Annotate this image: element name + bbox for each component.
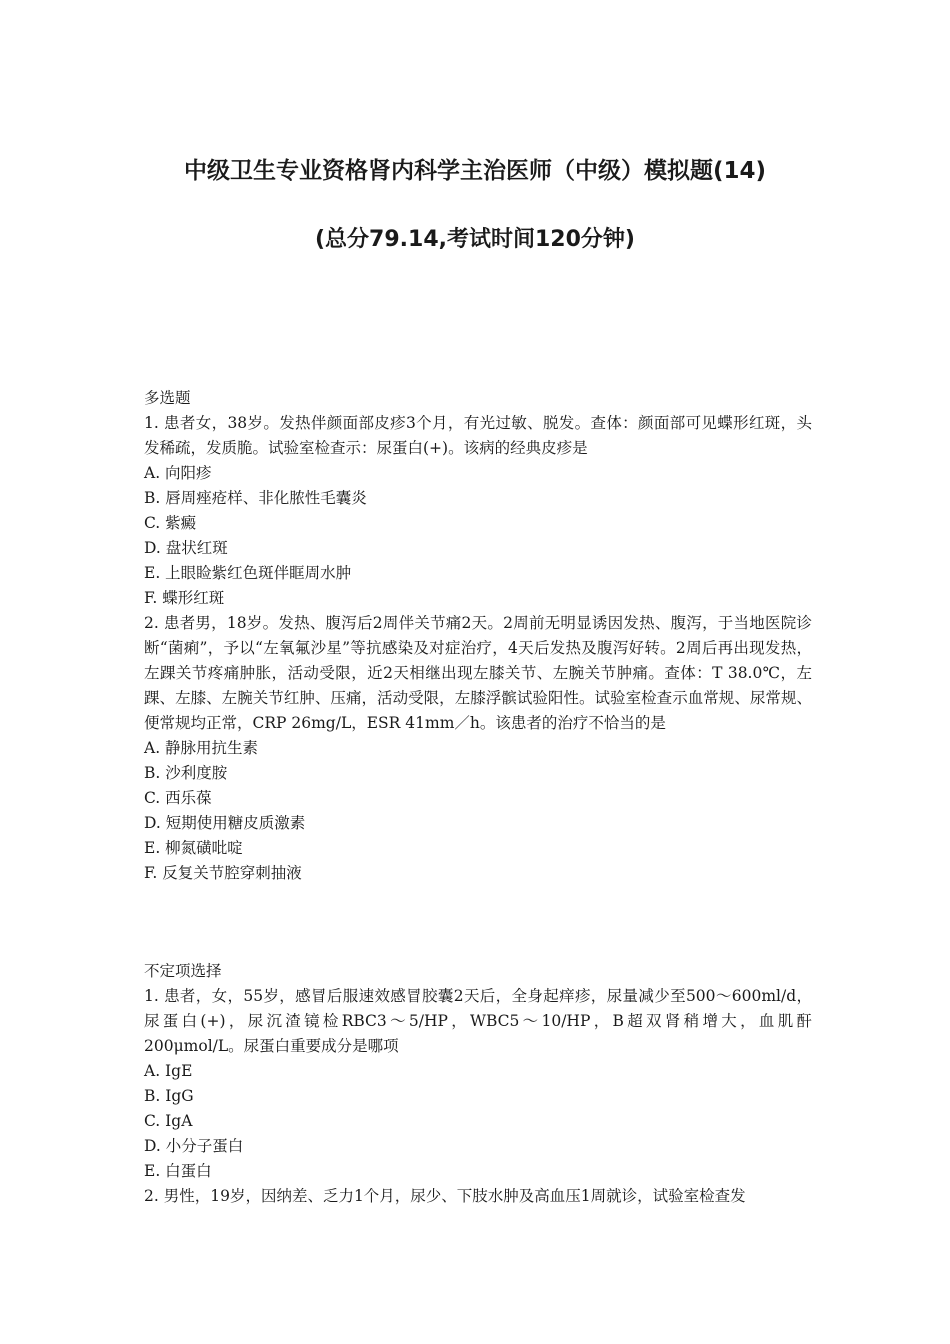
option-a: A. IgE xyxy=(144,1062,193,1080)
section-heading: 不定项选择 xyxy=(144,962,222,980)
section-multiple-choice xyxy=(144,386,812,886)
question-text: 2. 男性，19岁，因纳差、乏力1个月，尿少、下肢水肿及高血压1周就诊，试验室检查发 xyxy=(144,1187,746,1205)
question-text: 1. 患者，女，55岁，感冒后服速效感冒胶囊2天后，全身起痒疹，尿量减少至500～600ml/d，尿蛋白(+)，尿沉渣镜检RBC3～5/HP，WBC5～10/HP，B超双肾稍增大，血肌酐200μmol/L。尿蛋白重要成分是哪项 xyxy=(144,987,812,1055)
question-2 xyxy=(144,1184,812,1209)
option-e: E. 白蛋白 xyxy=(144,1162,212,1180)
option-c: C. 紫癜 xyxy=(144,514,197,532)
option-c: C. 西乐葆 xyxy=(144,789,212,807)
option-b: B. 唇周痤疮样、非化脓性毛囊炎 xyxy=(144,489,367,507)
question-text: 1. 患者女，38岁。发热伴颜面部皮疹3个月，有光过敏、脱发。查体：颜面部可见蝶形红斑，头发稀疏，发质脆。试验室检查示：尿蛋白(+)。该病的经典皮疹是 xyxy=(144,414,812,457)
option-f: F. 反复关节腔穿刺抽液 xyxy=(144,864,302,882)
option-a: A. 向阳疹 xyxy=(144,464,212,482)
question-1 xyxy=(144,411,812,611)
document-subtitle: (总分79.14,考试时间120分钟) xyxy=(315,227,635,252)
option-f: F. 蝶形红斑 xyxy=(144,589,225,607)
section-indefinite-choice xyxy=(144,959,812,1209)
option-e: E. 柳氮磺吡啶 xyxy=(144,839,243,857)
document-title: 中级卫生专业资格肾内科学主治医师（中级）模拟题(14) xyxy=(183,158,767,184)
question-text: 2. 患者男，18岁。发热、腹泻后2周伴关节痛2天。2周前无明显诱因发热、腹泻，于当地医院诊断“菌痢”，予以“左氧氟沙星”等抗感染及对症治疗，4天后发热及腹泻好转。2周后再出现发热，左踝关节疼痛肿胀，活动受限，近2天相继出现左膝关节、左腕关节肿痛。查体：T 38.0℃，左踝、左膝、左腕关节红肿、压痛，活动受限，左膝浮髌试验阳性。试验室检查示血常规、尿常规、便常规均正常，CRP 26mg/L，ESR 41mm／h。该患者的治疗不恰当的是 xyxy=(144,614,812,732)
option-a: A. 静脉用抗生素 xyxy=(144,739,259,757)
option-d: D. 盘状红斑 xyxy=(144,539,228,557)
option-b: B. 沙利度胺 xyxy=(144,764,228,782)
option-b: B. IgG xyxy=(144,1087,194,1105)
option-d: D. 小分子蛋白 xyxy=(144,1137,244,1155)
option-c: C. IgA xyxy=(144,1112,193,1130)
section-heading: 多选题 xyxy=(144,389,191,407)
question-1 xyxy=(144,984,812,1184)
option-e: E. 上眼睑紫红色斑伴眶周水肿 xyxy=(144,564,352,582)
option-d: D. 短期使用糖皮质激素 xyxy=(144,814,306,832)
question-2 xyxy=(144,611,812,886)
